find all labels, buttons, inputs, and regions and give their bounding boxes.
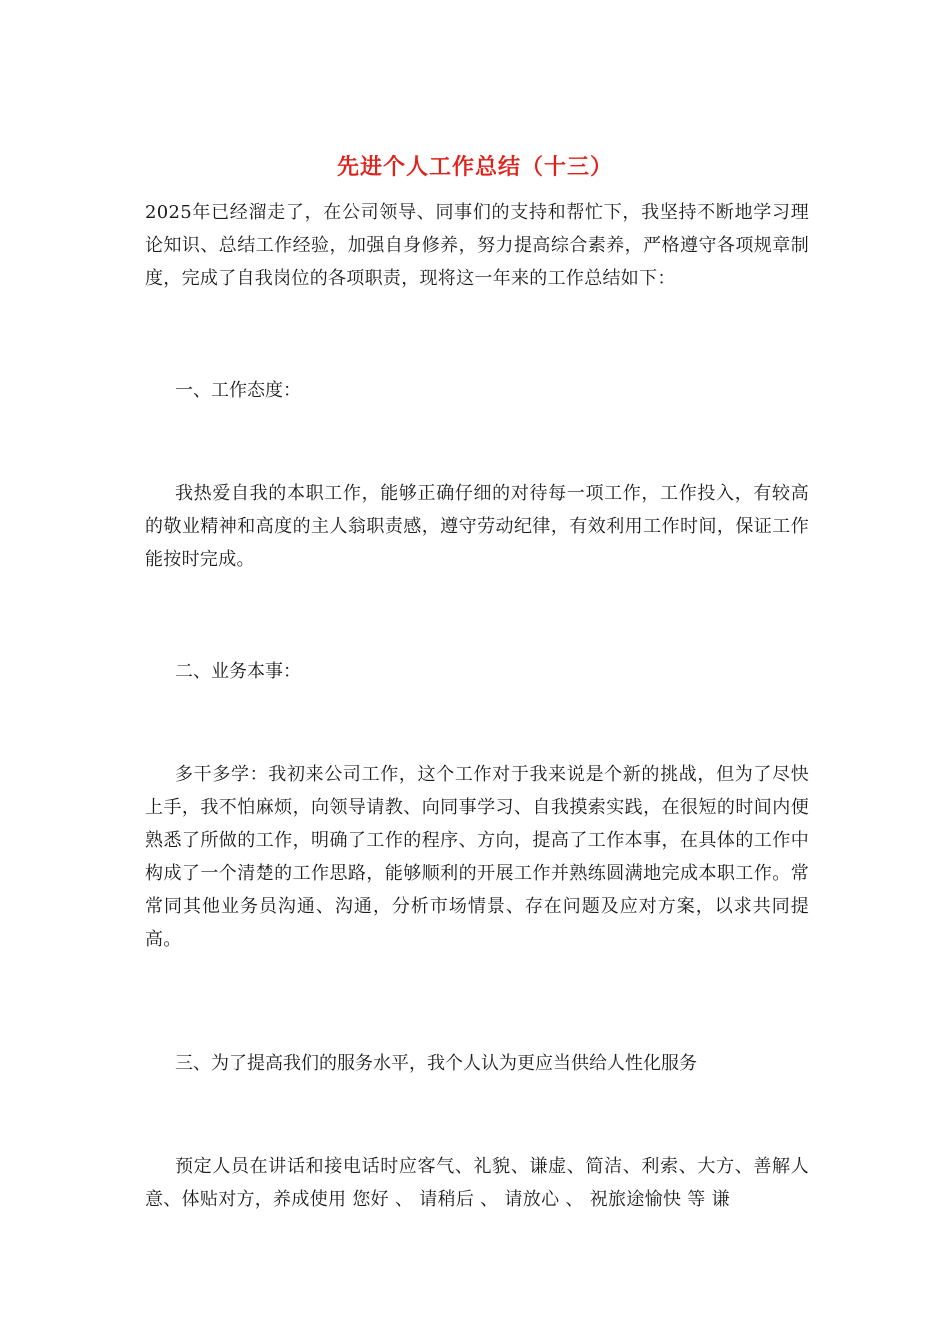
section1-heading: 一、工作态度： <box>175 380 301 401</box>
intro-paragraph: 2025年已经溜走了，在公司领导、同事们的支持和帮忙下，我坚持不断地学习理论知识、总结工作经验，加强自身修养，努力提高综合素养，严格遵守各项规章制度，完成了自我岗位的各项职责，现将这一年来的工作总结如下： <box>145 202 809 289</box>
section2-heading: 二、业务本事： <box>175 661 301 682</box>
section1-body: 我热爱自我的本职工作，能够正确仔细的对待每一项工作，工作投入，有较高的敬业精神和高度的主人翁职责感，遵守劳动纪律，有效利用工作时间，保证工作能按时完成。 <box>145 483 809 570</box>
section2-body: 多干多学：我初来公司工作，这个工作对于我来说是个新的挑战，但为了尽快上手，我不怕麻烦，向领导请教、向同事学习、自我摸索实践，在很短的时间内便熟悉了所做的工作，明确了工作的程序、方向，提高了工作本事，在具体的工作中构成了一个清楚的工作思路，能够顺利的开展工作并熟练圆满地完成本职工作。常常同其他业务员沟通、沟通，分析市场情景、存在问题及应对方案，以求共同提高。 <box>145 764 809 950</box>
document-title: 先进个人工作总结（十三） <box>336 154 613 180</box>
section3-heading: 三、为了提高我们的服务水平，我个人认为更应当供给人性化服务 <box>175 1053 697 1074</box>
section3-body: 预定人员在讲话和接电话时应客气、礼貌、谦虚、简洁、利索、大方、善解人意、体贴对方，养成使用 您好 、 请稍后 、 请放心 、 祝旅途愉快 等 谦 <box>145 1156 809 1210</box>
